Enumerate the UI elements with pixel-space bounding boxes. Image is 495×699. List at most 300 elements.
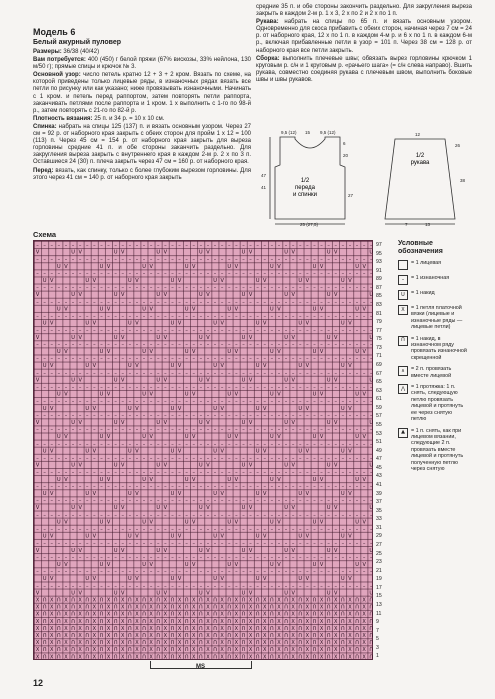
stitch-symbol: – — [149, 370, 153, 377]
stitch-symbol: – — [121, 526, 124, 533]
stitch-symbol: – — [220, 412, 224, 419]
stitch-symbol: U — [270, 263, 274, 270]
stitch-symbol: – — [327, 512, 330, 519]
stitch-symbol: – — [100, 313, 103, 320]
stitch-symbol: U — [113, 505, 118, 512]
stitch-symbol: – — [121, 540, 124, 547]
stitch-symbol: – — [334, 427, 337, 434]
stitch-symbol: V — [121, 334, 125, 341]
stitch-symbol: – — [78, 526, 82, 533]
stitch-symbol: – — [362, 569, 366, 576]
stitch-symbol: – — [320, 242, 323, 249]
stitch-symbol: – — [178, 341, 181, 348]
stitch-symbol: V — [319, 519, 324, 526]
stitch-symbol: – — [291, 370, 295, 377]
stitch-symbol: – — [78, 242, 82, 249]
pattern-value: число петель кратно 12 + 3 + 2 кром. Вязать по схеме, на которой приведены только лицевые ряды, в изнаночных рядах вязать все петли по рисунку или как указано; ниже провязывать изнаночными. Начинать с 1 кром. и петель перед раппортом, затем повторять петли раппорта, заканчивать петлями после раппорта и 1 кром. 1 х выполнить с 1-го по 98-й р., затем повторять с 21-го по 82-й р. — [33, 72, 251, 114]
stitch-symbol: – — [178, 256, 181, 263]
stitch-symbol: Ո — [341, 611, 345, 618]
stitch-symbol: X — [220, 633, 224, 639]
stitch-symbol: U — [298, 363, 303, 370]
stitch-symbol: – — [57, 483, 61, 490]
stitch-symbol: – — [57, 313, 61, 320]
stitch-symbol: Ո — [298, 647, 303, 654]
stitch-symbol: – — [71, 285, 75, 292]
stitch-symbol: – — [114, 313, 117, 320]
stitch-symbol: – — [64, 540, 68, 547]
stitch-symbol: V — [78, 547, 82, 554]
stitch-symbol: – — [135, 313, 139, 320]
stitch-symbol: U — [71, 292, 75, 299]
stitch-symbol: V — [92, 576, 97, 583]
stitch-symbol: – — [128, 341, 132, 348]
stitch-symbol: – — [362, 384, 366, 391]
stitch-symbol: X — [362, 618, 366, 625]
stitch-symbol: – — [355, 313, 359, 320]
stitch-symbol: U — [142, 391, 146, 398]
stitch-symbol: – — [348, 242, 352, 249]
stitch-symbol: V — [192, 519, 196, 526]
stitch-symbol: U — [71, 334, 75, 341]
stitch-symbol: V — [192, 562, 196, 568]
stitch-symbol: – — [228, 483, 231, 490]
stitch-symbol: Ո — [113, 647, 118, 654]
stitch-symbol: U — [71, 505, 75, 512]
stitch-symbol: U — [255, 278, 260, 284]
stitch-symbol: – — [142, 583, 146, 590]
stitch-symbol: X — [234, 611, 239, 618]
stitch-symbol: – — [327, 370, 330, 377]
stitch-symbol: – — [64, 498, 68, 505]
stitch-symbol: Ո — [312, 640, 317, 647]
stitch-symbol: U — [355, 349, 359, 355]
stitch-symbol: – — [199, 455, 203, 462]
stitch-symbol: – — [57, 256, 61, 263]
stitch-symbol: – — [157, 455, 160, 462]
stitch-symbol: X — [192, 604, 196, 611]
stitch-symbol: Ո — [227, 654, 232, 661]
stitch-symbol: Ո — [184, 604, 189, 611]
stitch-symbol: – — [206, 469, 210, 476]
legend-text: = 1 петля платочной вязки (лицевые и изнаночные ряды — лицевые петли) — [411, 305, 463, 331]
stitch-symbol: – — [164, 498, 167, 505]
stitch-symbol: X — [277, 640, 281, 647]
stitch-symbol: Ո — [255, 611, 260, 618]
stitch-symbol: – — [43, 256, 46, 263]
stitch-symbol: – — [57, 540, 61, 547]
stitch-symbol: – — [206, 483, 210, 490]
stitch-symbol: Ո — [199, 647, 203, 654]
stitch-symbol: – — [142, 341, 146, 348]
stitch-symbol: V — [263, 448, 267, 455]
stitch-symbol: – — [334, 341, 337, 348]
stitch-symbol: – — [78, 583, 82, 590]
stitch-symbol: X — [291, 633, 295, 639]
stitch-symbol: V — [64, 349, 68, 355]
stitch-symbol: V — [263, 278, 267, 284]
stitch-symbol: – — [50, 327, 53, 334]
stitch-symbol: X — [163, 597, 168, 604]
stitch-symbol: V — [291, 249, 295, 256]
stitch-symbol: – — [50, 512, 53, 519]
stitch-symbol: – — [270, 540, 274, 547]
stitch-symbol: V — [106, 306, 111, 313]
stitch-symbol: – — [291, 327, 295, 334]
stitch-symbol: Ո — [369, 618, 374, 625]
stitch-symbol: – — [93, 483, 96, 490]
stitch-symbol: – — [291, 299, 295, 306]
stitch-symbol: X — [263, 611, 267, 618]
stitch-symbol: – — [107, 299, 110, 306]
stitch-symbol: V — [220, 448, 224, 455]
stitch-symbol: Ո — [326, 654, 331, 661]
stitch-symbol: Ո — [255, 597, 260, 604]
stitch-symbol: Ո — [270, 640, 274, 647]
stitch-symbol: – — [50, 540, 53, 547]
stitch-symbol: – — [348, 498, 352, 505]
dim-shoulder-left: 9,5 (12) — [281, 130, 297, 135]
stitch-symbol: Ո — [113, 604, 118, 611]
stitch-symbol: X — [348, 625, 352, 632]
stitch-symbol: – — [157, 285, 160, 292]
stitch-symbol: U — [227, 391, 232, 398]
stitch-symbol: – — [313, 242, 316, 249]
stitch-symbol: – — [228, 256, 231, 263]
stitch-symbol: – — [313, 341, 316, 348]
stitch-symbol: – — [114, 299, 117, 306]
stitch-symbol: – — [370, 313, 373, 320]
row-number: 63 — [376, 387, 382, 394]
stitch-symbol: X — [135, 625, 139, 632]
stitch-symbol: – — [320, 327, 323, 334]
stitch-symbol: U — [199, 377, 203, 384]
pattern-label: Основной узор: — [33, 72, 81, 79]
stitch-symbol: X — [206, 604, 210, 611]
stitch-symbol: U — [113, 377, 118, 384]
stitch-symbol: V — [106, 519, 111, 526]
stitch-symbol: U — [213, 320, 217, 327]
stitch-symbol: U — [270, 562, 274, 568]
stitch-symbol: – — [313, 412, 316, 419]
stitch-symbol: – — [334, 469, 337, 476]
stitch-symbol: – — [235, 569, 238, 576]
stitch-symbol: X — [78, 647, 82, 654]
stitch-symbol: – — [228, 455, 231, 462]
stitch-symbol: X — [106, 654, 111, 661]
stitch-symbol: – — [242, 455, 245, 462]
stitch-symbol: – — [277, 540, 281, 547]
row-number: 79 — [376, 319, 382, 326]
stitch-symbol: U — [57, 476, 61, 483]
stitch-symbol: X — [277, 597, 281, 604]
stitch-symbol: – — [341, 313, 345, 320]
stitch-symbol: V — [291, 420, 295, 426]
stitch-symbol: – — [213, 583, 217, 590]
stitch-symbol: – — [277, 469, 281, 476]
row-number: 57 — [376, 413, 382, 420]
stitch-symbol: – — [355, 427, 359, 434]
stitch-symbol: – — [107, 356, 110, 363]
stitch-symbol: U — [199, 462, 203, 469]
stitch-symbol: – — [256, 483, 259, 490]
stitch-symbol: Ո — [341, 640, 345, 647]
stitch-symbol: Ո — [213, 597, 217, 604]
stitch-symbol: Ո — [156, 633, 161, 639]
stitch-symbol: Ո — [284, 597, 288, 604]
stitch-symbol: – — [114, 384, 117, 391]
stitch-symbol: – — [341, 469, 345, 476]
stitch-symbol: V — [149, 476, 153, 483]
stitch-symbol: – — [291, 455, 295, 462]
stitch-symbol: Ո — [71, 647, 75, 654]
stitch-symbol: – — [228, 554, 231, 561]
stitch-symbol: – — [341, 412, 345, 419]
stitch-symbol: V — [35, 292, 40, 299]
stitch-symbol: X — [78, 611, 82, 618]
stitch-symbol: U — [128, 405, 132, 412]
stitch-symbol: – — [71, 540, 75, 547]
stitch-symbol: X — [192, 633, 196, 639]
stitch-symbol: U — [184, 391, 189, 398]
stitch-symbol: V — [35, 462, 40, 469]
stitch-symbol: – — [327, 455, 330, 462]
stitch-symbol: U — [284, 292, 288, 299]
stitch-symbol: U — [85, 491, 90, 497]
stitch-symbol: – — [43, 313, 46, 320]
stitch-symbol: U — [213, 363, 217, 370]
stitch-symbol: Ո — [312, 611, 317, 618]
stitch-symbol: – — [370, 469, 373, 476]
stitch-symbol: – — [242, 398, 245, 405]
stitch-symbol: – — [50, 356, 53, 363]
stitch-symbol: – — [270, 341, 274, 348]
stitch-symbol: U — [142, 349, 146, 355]
stitch-symbol: Ո — [284, 611, 288, 618]
stitch-symbol: – — [86, 554, 89, 561]
row-number: 11 — [376, 610, 382, 617]
stitch-symbol: Ո — [85, 625, 90, 632]
stitch-symbol: Ո — [255, 647, 260, 654]
stitch-symbol: V — [206, 377, 210, 384]
stitch-symbol: – — [213, 398, 217, 405]
stitch-symbol: Ո — [270, 618, 274, 625]
stitch-symbol: – — [192, 356, 195, 363]
stitch-symbol: – — [299, 583, 302, 590]
stitch-symbol: – — [341, 441, 345, 448]
stitch-symbol: V — [334, 505, 338, 512]
stitch-symbol: – — [185, 441, 188, 448]
stitch-symbol: Ո — [241, 625, 246, 632]
stitch-symbol: X — [135, 597, 139, 604]
stitch-symbol: – — [164, 455, 167, 462]
stitch-symbol: V — [163, 249, 168, 256]
stitch-symbol: Ո — [312, 625, 317, 632]
stitch-symbol: – — [64, 512, 68, 519]
stitch-symbol: – — [334, 441, 337, 448]
stitch-symbol: X — [291, 611, 295, 618]
stitch-symbol: – — [107, 412, 110, 419]
stitch-symbol: Ո — [71, 597, 75, 604]
stitch-symbol: – — [199, 554, 203, 561]
stitch-symbol: – — [199, 341, 203, 348]
stitch-symbol: V — [305, 491, 310, 497]
stitch-symbol: Ո — [199, 604, 203, 611]
stitch-symbol: Ո — [298, 654, 303, 661]
stitch-symbol: – — [306, 327, 309, 334]
stitch-symbol: – — [306, 554, 309, 561]
stitch-symbol: – — [178, 441, 181, 448]
stitch-symbol: – — [362, 441, 366, 448]
stitch-symbol: – — [64, 384, 68, 391]
stitch-symbol: Ո — [298, 611, 303, 618]
stitch-symbol: U — [213, 448, 217, 455]
stitch-symbol: Ո — [57, 611, 61, 618]
stitch-symbol: Ո — [341, 654, 345, 661]
stitch-symbol: – — [334, 256, 337, 263]
stitch-symbol: – — [86, 540, 89, 547]
legend — [398, 240, 468, 477]
stitch-symbol: U — [184, 263, 189, 270]
stitch-symbol: – — [107, 341, 110, 348]
stitch-symbol: – — [36, 299, 39, 306]
stitch-symbol: – — [228, 299, 231, 306]
stitch-symbol: – — [199, 441, 203, 448]
stitch-symbol: V — [234, 391, 239, 398]
row-number: 39 — [376, 490, 382, 497]
stitch-symbol: Ո — [71, 625, 75, 632]
stitch-symbol: X — [163, 640, 168, 647]
stitch-symbol: – — [185, 327, 188, 334]
stitch-symbol: Ո — [156, 647, 161, 654]
stitch-symbol: – — [213, 569, 217, 576]
stitch-symbol: V — [248, 292, 253, 299]
stitch-symbol: – — [78, 285, 82, 292]
stitch-symbol: – — [43, 270, 46, 277]
stitch-symbol: V — [149, 391, 153, 398]
stitch-symbol: – — [157, 412, 160, 419]
stitch-symbol: Ո — [369, 654, 374, 661]
legend-title: Условные обозначения — [398, 240, 443, 255]
stitch-symbol: U — [42, 533, 47, 540]
stitch-symbol: X — [135, 640, 139, 647]
stitch-symbol: – — [348, 299, 352, 306]
stitch-symbol: U — [227, 476, 232, 483]
stitch-symbol: V — [163, 590, 168, 597]
stitch-symbol: – — [107, 483, 110, 490]
stitch-symbol: – — [313, 256, 316, 263]
stitch-symbol: – — [86, 469, 89, 476]
stitch-symbol: – — [86, 242, 89, 249]
stitch-symbol: U — [170, 278, 175, 284]
stitch-symbol: U — [170, 533, 175, 540]
stitch-symbol: – — [306, 384, 309, 391]
stitch-symbol: – — [185, 583, 188, 590]
stitch-symbol: – — [256, 412, 259, 419]
stitch-symbol: Ո — [213, 604, 217, 611]
stitch-symbol: – — [142, 256, 146, 263]
stitch-symbol: X — [234, 633, 239, 639]
stitch-symbol: – — [213, 370, 217, 377]
stitch-symbol: U — [341, 278, 345, 284]
stitch-symbol: – — [242, 341, 245, 348]
stitch-symbol: – — [284, 370, 288, 377]
stitch-symbol: Ո — [213, 625, 217, 632]
stitch-symbol: U — [369, 292, 374, 299]
stitch-symbol: V — [319, 391, 324, 398]
legend-item — [398, 290, 468, 300]
stitch-symbol: – — [228, 498, 231, 505]
stitch-symbol: U — [326, 292, 331, 299]
stitch-symbol: – — [299, 540, 302, 547]
stitch-symbol: – — [242, 356, 245, 363]
stitch-symbol: – — [263, 498, 266, 505]
stitch-symbol: U — [369, 420, 374, 426]
stitch-symbol: – — [164, 398, 167, 405]
stitch-symbol: V — [92, 320, 97, 327]
stitch-symbol: V — [362, 306, 366, 313]
stitch-symbol: V — [220, 320, 224, 327]
stitch-symbol: – — [334, 554, 337, 561]
stitch-symbol: – — [128, 469, 132, 476]
stitch-symbol: – — [327, 469, 330, 476]
stitch-symbol: Ո — [341, 618, 345, 625]
materials-value: 400 (450) г белой пряжи (67% вискозы, 33% нейлона, 130 м/50 г); прямые спицы и крючок № 3. — [33, 57, 251, 71]
back-value: набрать на спицы 125 (137) п. и вязать основным узором. Через 27 см = 92 р. от наборного края закрыть с обеих сторон для пройм 1 х 12 = 100 (113) п. Через 45 см = 154 р. от наборного края закрыть для выреза горловины средние 41 п. и обе стороны заканчить раздельно. Для закругления выреза закрыть с внутреннего края в каждом 2-м р. 2 х по 3 п. Оставшиеся 24 (30) п. плеча закрыть через 47 см = 160 р. от наборного края. — [33, 123, 251, 166]
stitch-symbol: – — [249, 583, 252, 590]
stitch-symbol: – — [50, 242, 53, 249]
stitch-symbol: – — [36, 583, 39, 590]
stitch-symbol: Ո — [142, 654, 146, 661]
stitch-symbol: V — [206, 590, 210, 597]
stitch-symbol: X — [92, 611, 97, 618]
stitch-symbol: – — [270, 370, 274, 377]
stitch-symbol: – — [114, 469, 117, 476]
stitch-symbol: X — [220, 618, 224, 625]
stitch-symbol: – — [235, 412, 238, 419]
stitch-symbol: V — [64, 391, 68, 398]
stitch-symbol: X — [50, 625, 54, 632]
dim-sleeve-top: 12 — [415, 132, 421, 137]
stitch-symbol: V — [248, 334, 253, 341]
stitch-symbol: V — [192, 263, 196, 270]
stitch-symbol: X — [234, 625, 239, 632]
stitch-symbol: – — [114, 554, 117, 561]
stitch-symbol: – — [149, 554, 153, 561]
stitch-symbol: X — [206, 647, 210, 654]
stitch-symbol: – — [362, 242, 366, 249]
stitch-symbol: – — [220, 313, 224, 320]
stitch-symbol: – — [277, 526, 281, 533]
stitch-symbol: – — [235, 299, 238, 306]
stitch-symbol: Ո — [57, 640, 61, 647]
stitch-symbol: V — [291, 292, 295, 299]
stitch-symbol: X — [192, 597, 196, 604]
stitch-symbol: – — [291, 256, 295, 263]
stitch-symbol: X — [121, 640, 125, 647]
stitch-symbol: – — [327, 398, 330, 405]
stitch-symbol: – — [355, 242, 359, 249]
stitch-symbol: Ո — [270, 625, 274, 632]
stitch-symbol: – — [249, 356, 252, 363]
stitch-symbol: – — [299, 512, 302, 519]
stitch-symbol: Ո — [355, 633, 359, 639]
stitch-symbol: – — [242, 256, 245, 263]
stitch-symbol: – — [149, 483, 153, 490]
stitch-symbol: – — [36, 569, 39, 576]
stitch-symbol: Ո — [170, 647, 175, 654]
stitch-symbol: V — [291, 505, 295, 512]
stitch-symbol: – — [355, 569, 359, 576]
